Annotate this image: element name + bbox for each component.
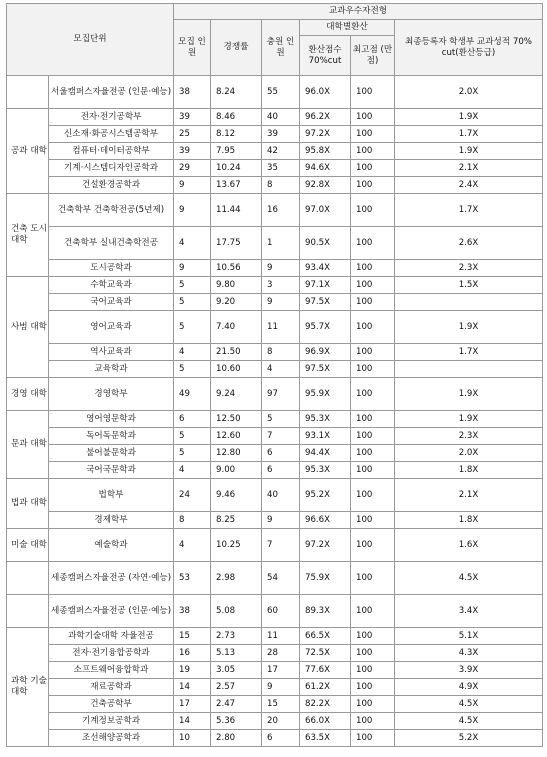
unit-cell: 세종캠퍼스자율전공 (인문·예능)	[49, 595, 174, 628]
unit-cell: 교육학과	[49, 361, 174, 378]
grade-cell: 2.0X	[395, 445, 543, 462]
max-cell: 100	[351, 260, 395, 277]
ratio-cell: 10.25	[211, 529, 262, 562]
header-max-score: 최고점 (만점)	[351, 36, 395, 76]
ratio-cell: 2.80	[211, 730, 262, 747]
recruit-cell: 19	[174, 662, 211, 679]
fill-cell: 6	[262, 445, 300, 462]
table-row	[7, 160, 543, 177]
unit-cell: 전자·전기융합공학과	[49, 645, 174, 662]
grade-cell: 2.4X	[395, 177, 543, 194]
college-cell: 미술 대학	[7, 529, 49, 562]
fill-cell: 28	[262, 645, 300, 662]
score-cell: 94.4X	[300, 445, 351, 462]
grade-cell: 1.7X	[395, 344, 543, 361]
max-cell: 100	[351, 628, 395, 645]
grade-cell: 2.1X	[395, 160, 543, 177]
score-cell: 97.2X	[300, 126, 351, 143]
max-cell: 100	[351, 311, 395, 344]
table-row	[7, 696, 543, 713]
grade-cell	[395, 294, 543, 311]
recruit-cell: 25	[174, 126, 211, 143]
table-row	[7, 713, 543, 730]
table-row	[7, 76, 543, 109]
college-cell: 과학 기술 대학	[7, 628, 49, 747]
fill-cell: 3	[262, 277, 300, 294]
ratio-cell: 3.05	[211, 662, 262, 679]
college-cell: 법과 대학	[7, 479, 49, 529]
unit-cell: 기계·시스템디자인공학과	[49, 160, 174, 177]
recruit-cell: 24	[174, 479, 211, 512]
table-row	[7, 227, 543, 260]
unit-cell: 수학교육과	[49, 277, 174, 294]
header-recruit: 모집 인원	[174, 20, 211, 76]
recruit-cell: 6	[174, 411, 211, 428]
ratio-cell: 5.08	[211, 595, 262, 628]
table-row	[7, 311, 543, 344]
max-cell: 100	[351, 294, 395, 311]
grade-cell: 4.3X	[395, 645, 543, 662]
college-cell	[7, 595, 49, 628]
ratio-cell: 13.67	[211, 177, 262, 194]
ratio-cell: 7.95	[211, 143, 262, 160]
fill-cell: 11	[262, 628, 300, 645]
table-row	[7, 344, 543, 361]
ratio-cell: 2.98	[211, 562, 262, 595]
score-cell: 63.5X	[300, 730, 351, 747]
max-cell: 100	[351, 177, 395, 194]
max-cell: 100	[351, 361, 395, 378]
recruit-cell: 8	[174, 512, 211, 529]
fill-cell: 8	[262, 177, 300, 194]
college-cell: 건축 도시 대학	[7, 194, 49, 277]
ratio-cell: 9.20	[211, 294, 262, 311]
table-row	[7, 143, 543, 160]
ratio-cell: 9.00	[211, 462, 262, 479]
fill-cell: 6	[262, 730, 300, 747]
score-cell: 96.2X	[300, 109, 351, 126]
ratio-cell: 10.56	[211, 260, 262, 277]
ratio-cell: 2.57	[211, 679, 262, 696]
max-cell: 100	[351, 645, 395, 662]
grade-cell: 1.5X	[395, 277, 543, 294]
ratio-cell: 12.80	[211, 445, 262, 462]
fill-cell: 40	[262, 479, 300, 512]
score-cell: 93.1X	[300, 428, 351, 445]
max-cell: 100	[351, 479, 395, 512]
unit-cell: 경제학부	[49, 512, 174, 529]
table-row	[7, 126, 543, 143]
recruit-cell: 15	[174, 628, 211, 645]
grade-cell: 5.1X	[395, 628, 543, 645]
score-cell: 97.2X	[300, 529, 351, 562]
score-cell: 90.5X	[300, 227, 351, 260]
table-row	[7, 445, 543, 462]
fill-cell: 7	[262, 529, 300, 562]
college-cell	[7, 76, 49, 109]
table-row	[7, 529, 543, 562]
max-cell: 100	[351, 378, 395, 411]
fill-cell: 40	[262, 109, 300, 126]
max-cell: 100	[351, 160, 395, 177]
score-cell: 82.2X	[300, 696, 351, 713]
max-cell: 100	[351, 679, 395, 696]
recruit-cell: 5	[174, 277, 211, 294]
unit-cell: 독어독문학과	[49, 428, 174, 445]
ratio-cell: 5.36	[211, 713, 262, 730]
grade-cell: 1.6X	[395, 529, 543, 562]
unit-cell: 조선해양공학과	[49, 730, 174, 747]
recruit-cell: 49	[174, 378, 211, 411]
ratio-cell: 5.13	[211, 645, 262, 662]
table-row	[7, 411, 543, 428]
header-conv-score: 환산점수 70%cut	[300, 36, 351, 76]
score-cell: 77.6X	[300, 662, 351, 679]
unit-cell: 역사교육과	[49, 344, 174, 361]
unit-cell: 국어국문학과	[49, 462, 174, 479]
recruit-cell: 5	[174, 361, 211, 378]
score-cell: 66.0X	[300, 713, 351, 730]
ratio-cell: 12.50	[211, 411, 262, 428]
score-cell: 96.6X	[300, 512, 351, 529]
max-cell: 100	[351, 428, 395, 445]
grade-cell: 1.9X	[395, 378, 543, 411]
score-cell: 95.8X	[300, 143, 351, 160]
table-row	[7, 294, 543, 311]
table-row	[7, 645, 543, 662]
table-row	[7, 628, 543, 645]
unit-cell: 예술학과	[49, 529, 174, 562]
unit-cell: 영어교육과	[49, 311, 174, 344]
recruit-cell: 4	[174, 227, 211, 260]
grade-cell: 1.9X	[395, 311, 543, 344]
score-cell: 92.8X	[300, 177, 351, 194]
grade-cell: 4.9X	[395, 679, 543, 696]
grade-cell: 1.8X	[395, 512, 543, 529]
recruit-cell: 16	[174, 645, 211, 662]
fill-cell: 20	[262, 713, 300, 730]
fill-cell: 54	[262, 562, 300, 595]
fill-cell: 5	[262, 411, 300, 428]
fill-cell: 8	[262, 344, 300, 361]
table-row	[7, 662, 543, 679]
admission-results-table	[6, 3, 543, 747]
unit-cell: 도시공학과	[49, 260, 174, 277]
unit-cell: 컴퓨터·데이터공학부	[49, 143, 174, 160]
fill-cell: 39	[262, 126, 300, 143]
max-cell: 100	[351, 194, 395, 227]
ratio-cell: 8.12	[211, 126, 262, 143]
max-cell: 100	[351, 713, 395, 730]
ratio-cell: 10.24	[211, 160, 262, 177]
ratio-cell: 7.40	[211, 311, 262, 344]
max-cell: 100	[351, 126, 395, 143]
score-cell: 94.6X	[300, 160, 351, 177]
recruit-cell: 38	[174, 595, 211, 628]
fill-cell: 11	[262, 311, 300, 344]
fill-cell: 7	[262, 428, 300, 445]
fill-cell: 15	[262, 696, 300, 713]
grade-cell: 3.9X	[395, 662, 543, 679]
max-cell: 100	[351, 662, 395, 679]
unit-cell: 재료공학과	[49, 679, 174, 696]
unit-cell: 전자·전기공학부	[49, 109, 174, 126]
max-cell: 100	[351, 143, 395, 160]
score-cell: 95.9X	[300, 378, 351, 411]
unit-cell: 과학기술대학 자율전공	[49, 628, 174, 645]
max-cell: 100	[351, 595, 395, 628]
ratio-cell: 8.25	[211, 512, 262, 529]
ratio-cell: 9.24	[211, 378, 262, 411]
max-cell: 100	[351, 445, 395, 462]
fill-cell: 97	[262, 378, 300, 411]
college-cell	[7, 562, 49, 595]
score-cell: 95.7X	[300, 311, 351, 344]
table-row	[7, 260, 543, 277]
grade-cell: 1.8X	[395, 462, 543, 479]
recruit-cell: 14	[174, 679, 211, 696]
grade-cell: 2.3X	[395, 260, 543, 277]
ratio-cell: 8.46	[211, 109, 262, 126]
max-cell: 100	[351, 227, 395, 260]
fill-cell: 55	[262, 76, 300, 109]
table-row	[7, 512, 543, 529]
table-row	[7, 277, 543, 294]
max-cell: 100	[351, 109, 395, 126]
max-cell: 100	[351, 411, 395, 428]
score-cell: 75.9X	[300, 562, 351, 595]
grade-cell: 2.1X	[395, 479, 543, 512]
grade-cell: 2.6X	[395, 227, 543, 260]
header-final: 최종등록자 학생부 교과성적 70% cut(환산등급)	[395, 20, 543, 76]
score-cell: 95.3X	[300, 411, 351, 428]
unit-cell: 서울캠퍼스자율전공 (인문·예능)	[49, 76, 174, 109]
score-cell: 96.9X	[300, 344, 351, 361]
college-cell: 사범 대학	[7, 277, 49, 378]
fill-cell: 60	[262, 595, 300, 628]
ratio-cell: 21.50	[211, 344, 262, 361]
max-cell: 100	[351, 344, 395, 361]
max-cell: 100	[351, 529, 395, 562]
header-unit: 모집단위	[7, 4, 174, 76]
recruit-cell: 5	[174, 294, 211, 311]
fill-cell: 35	[262, 160, 300, 177]
max-cell: 100	[351, 462, 395, 479]
table-row	[7, 428, 543, 445]
college-cell: 문과 대학	[7, 411, 49, 479]
fill-cell: 9	[262, 679, 300, 696]
fill-cell: 6	[262, 462, 300, 479]
grade-cell: 3.4X	[395, 595, 543, 628]
college-cell: 공과 대학	[7, 109, 49, 194]
score-cell: 66.5X	[300, 628, 351, 645]
ratio-cell: 9.46	[211, 479, 262, 512]
fill-cell: 17	[262, 662, 300, 679]
fill-cell: 42	[262, 143, 300, 160]
recruit-cell: 39	[174, 143, 211, 160]
max-cell: 100	[351, 277, 395, 294]
score-cell: 72.5X	[300, 645, 351, 662]
grade-cell: 4.5X	[395, 713, 543, 730]
unit-cell: 건축공학부	[49, 696, 174, 713]
unit-cell: 기계정보공학과	[49, 713, 174, 730]
table-row	[7, 462, 543, 479]
score-cell: 95.3X	[300, 462, 351, 479]
fill-cell: 9	[262, 512, 300, 529]
score-cell: 97.5X	[300, 294, 351, 311]
unit-cell: 경영학부	[49, 378, 174, 411]
score-cell: 89.3X	[300, 595, 351, 628]
unit-cell: 국어교육과	[49, 294, 174, 311]
ratio-cell: 10.60	[211, 361, 262, 378]
unit-cell: 건설환경공학과	[49, 177, 174, 194]
table-row	[7, 378, 543, 411]
header-conv: 대학별환산	[300, 20, 395, 36]
recruit-cell: 39	[174, 109, 211, 126]
fill-cell: 4	[262, 361, 300, 378]
recruit-cell: 9	[174, 260, 211, 277]
ratio-cell: 12.60	[211, 428, 262, 445]
max-cell: 100	[351, 696, 395, 713]
unit-cell: 불어불문학과	[49, 445, 174, 462]
table-row	[7, 479, 543, 512]
unit-cell: 법학부	[49, 479, 174, 512]
recruit-cell: 10	[174, 730, 211, 747]
recruit-cell: 53	[174, 562, 211, 595]
unit-cell: 신소재·화공시스템공학부	[49, 126, 174, 143]
recruit-cell: 4	[174, 344, 211, 361]
score-cell: 95.2X	[300, 479, 351, 512]
max-cell: 100	[351, 512, 395, 529]
max-cell: 100	[351, 730, 395, 747]
score-cell: 61.2X	[300, 679, 351, 696]
score-cell: 93.4X	[300, 260, 351, 277]
fill-cell: 16	[262, 194, 300, 227]
fill-cell: 9	[262, 260, 300, 277]
grade-cell	[395, 361, 543, 378]
recruit-cell: 14	[174, 713, 211, 730]
table-row	[7, 194, 543, 227]
recruit-cell: 5	[174, 428, 211, 445]
recruit-cell: 9	[174, 177, 211, 194]
fill-cell: 9	[262, 294, 300, 311]
ratio-cell: 2.73	[211, 628, 262, 645]
unit-cell: 세종캠퍼스자율전공 (자연·예능)	[49, 562, 174, 595]
unit-cell: 건축학부 건축학전공(5년제)	[49, 194, 174, 227]
college-cell: 경영 대학	[7, 378, 49, 411]
score-cell: 97.5X	[300, 361, 351, 378]
table-row	[7, 177, 543, 194]
fill-cell: 1	[262, 227, 300, 260]
grade-cell: 4.5X	[395, 562, 543, 595]
recruit-cell: 5	[174, 445, 211, 462]
recruit-cell: 4	[174, 462, 211, 479]
header-ratio: 경쟁률	[211, 20, 262, 76]
recruit-cell: 9	[174, 194, 211, 227]
max-cell: 100	[351, 76, 395, 109]
max-cell: 100	[351, 562, 395, 595]
header-track: 교과우수자전형	[174, 4, 543, 20]
recruit-cell: 4	[174, 529, 211, 562]
ratio-cell: 17.75	[211, 227, 262, 260]
table-row	[7, 595, 543, 628]
grade-cell: 1.7X	[395, 194, 543, 227]
grade-cell: 1.9X	[395, 143, 543, 160]
unit-cell: 소프트웨어융합학과	[49, 662, 174, 679]
recruit-cell: 5	[174, 311, 211, 344]
score-cell: 97.0X	[300, 194, 351, 227]
grade-cell: 4.5X	[395, 696, 543, 713]
table-row	[7, 730, 543, 747]
table-row	[7, 562, 543, 595]
grade-cell: 1.9X	[395, 411, 543, 428]
grade-cell: 5.2X	[395, 730, 543, 747]
table-row	[7, 109, 543, 126]
score-cell: 96.0X	[300, 76, 351, 109]
ratio-cell: 11.44	[211, 194, 262, 227]
header-fill: 충원 인원	[262, 20, 300, 76]
score-cell: 97.1X	[300, 277, 351, 294]
ratio-cell: 8.24	[211, 76, 262, 109]
unit-cell: 영어영문학과	[49, 411, 174, 428]
ratio-cell: 9.80	[211, 277, 262, 294]
recruit-cell: 17	[174, 696, 211, 713]
recruit-cell: 38	[174, 76, 211, 109]
table-row	[7, 361, 543, 378]
table-row	[7, 679, 543, 696]
recruit-cell: 29	[174, 160, 211, 177]
grade-cell: 2.0X	[395, 76, 543, 109]
grade-cell: 1.7X	[395, 126, 543, 143]
grade-cell: 2.3X	[395, 428, 543, 445]
grade-cell: 1.9X	[395, 109, 543, 126]
ratio-cell: 2.47	[211, 696, 262, 713]
unit-cell: 건축학부 실내건축학전공	[49, 227, 174, 260]
